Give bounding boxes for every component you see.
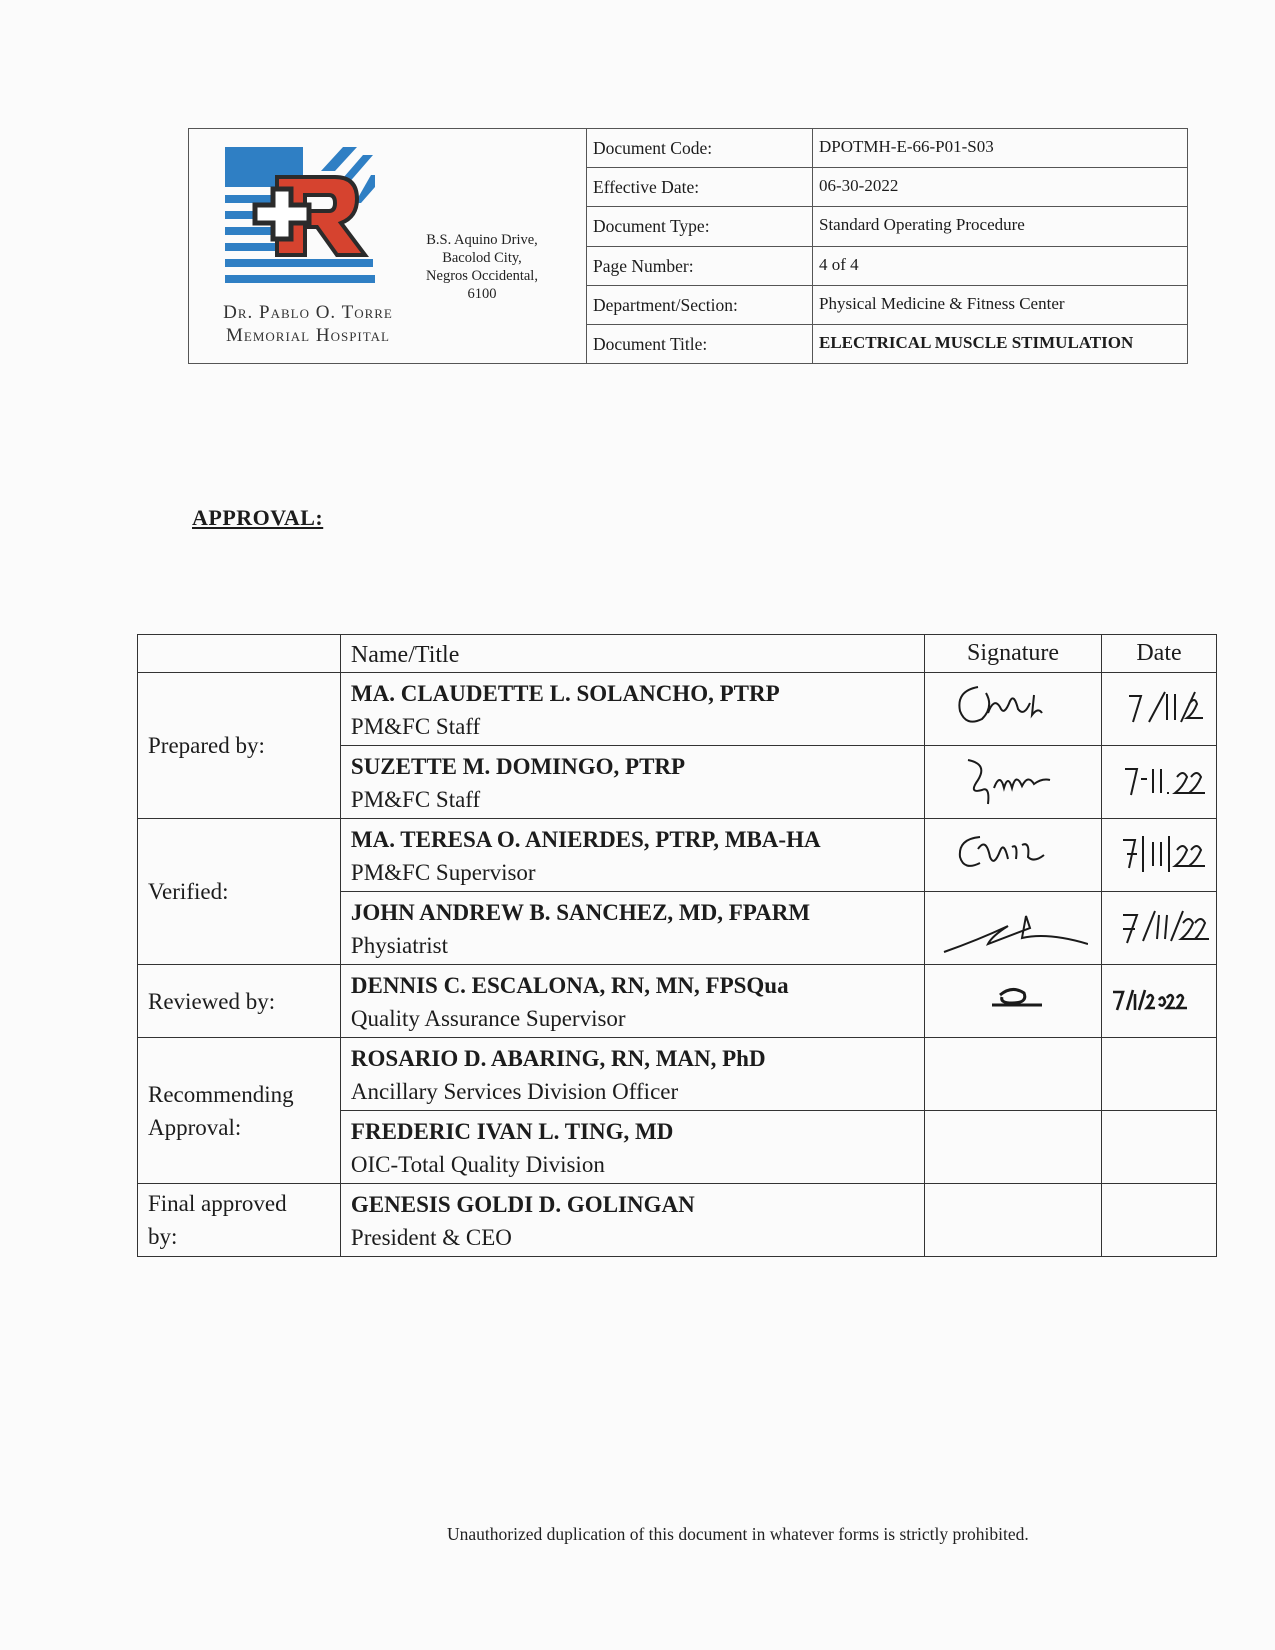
signatory xyxy=(340,673,924,746)
meta-value: Physical Medicine & Fitness Center xyxy=(819,293,1065,313)
date-cell xyxy=(1102,1184,1217,1257)
signatory-name: JOHN ANDREW B. SANCHEZ, MD, FPARM xyxy=(350,900,811,925)
hospital-name-line1: Dr. Pablo O. Torre xyxy=(223,302,393,323)
table-row xyxy=(138,1038,1217,1111)
role-recommending-approval xyxy=(138,1038,341,1184)
signature-cell xyxy=(925,746,1102,819)
address-line: 6100 xyxy=(467,286,497,302)
handwritten-date xyxy=(1109,682,1209,732)
meta-key: Effective Date: xyxy=(587,168,813,206)
approval-table xyxy=(137,634,1217,1257)
hospital-logo-icon xyxy=(225,147,375,295)
signatory xyxy=(340,1184,924,1257)
document-header xyxy=(188,128,1188,364)
meta-row-department xyxy=(587,286,1187,325)
meta-value: DPOTMH-E-66-P01-S03 xyxy=(819,137,994,156)
hospital-name xyxy=(203,301,413,347)
signature-cell xyxy=(925,1184,1102,1257)
role-line: Recommending xyxy=(148,1081,294,1107)
signature-cell xyxy=(925,819,1102,892)
role-line: Final approved xyxy=(148,1191,287,1216)
role-final-approved-by xyxy=(138,1184,341,1257)
handwritten-date xyxy=(1109,828,1209,878)
signatory-name: SUZETTE M. DOMINGO, PTRP xyxy=(350,754,686,779)
handwritten-signature xyxy=(938,896,1088,956)
role-line: Approval: xyxy=(148,1114,242,1140)
table-row xyxy=(138,819,1217,892)
handwritten-date xyxy=(1109,974,1209,1024)
signatory xyxy=(340,1111,924,1184)
meta-key: Page Number: xyxy=(587,247,813,285)
date-cell xyxy=(1102,673,1217,746)
table-row xyxy=(138,1184,1217,1257)
date-cell xyxy=(1102,892,1217,965)
signatory-title: Quality Assurance Supervisor xyxy=(350,1006,626,1031)
signatory-title: Ancillary Services Division Officer xyxy=(350,1079,679,1104)
meta-value: Standard Operating Procedure xyxy=(819,215,1025,235)
meta-row-effective-date xyxy=(587,168,1187,207)
signatory-name: MA. CLAUDETTE L. SOLANCHO, PTRP xyxy=(350,681,780,706)
signatory-name: DENNIS C. ESCALONA, RN, MN, FPSQua xyxy=(350,973,789,998)
date-cell xyxy=(1102,1111,1217,1184)
signatory xyxy=(340,965,924,1038)
handwritten-date xyxy=(1109,755,1209,805)
hospital-branding xyxy=(189,129,587,363)
handwritten-signature xyxy=(938,823,1088,883)
date-cell xyxy=(1102,819,1217,892)
date-cell xyxy=(1102,1038,1217,1111)
hospital-address xyxy=(417,231,547,303)
column-header-signature: Signature xyxy=(925,635,1102,673)
signatory-name: FREDERIC IVAN L. TING, MD xyxy=(350,1119,674,1144)
meta-row-code xyxy=(587,129,1187,168)
signatory xyxy=(340,892,924,965)
role-reviewed-by: Reviewed by: xyxy=(138,965,341,1038)
document-metadata xyxy=(587,129,1187,363)
meta-key: Document Title: xyxy=(587,325,813,363)
signatory-title: President & CEO xyxy=(350,1225,512,1250)
role-line: by: xyxy=(148,1224,178,1249)
signature-cell xyxy=(925,1111,1102,1184)
signatory xyxy=(340,1038,924,1111)
signature-cell xyxy=(925,892,1102,965)
signatory xyxy=(340,746,924,819)
address-line: Negros Occidental, xyxy=(426,268,538,284)
role-verified: Verified: xyxy=(138,819,341,965)
signature-cell xyxy=(925,673,1102,746)
meta-key: Department/Section: xyxy=(587,286,813,324)
meta-key: Document Type: xyxy=(587,207,813,245)
signatory-title: PM&FC Staff xyxy=(350,714,481,739)
signatory-name: MA. TERESA O. ANIERDES, PTRP, MBA-HA xyxy=(350,827,821,852)
meta-key: Document Code: xyxy=(587,129,813,167)
table-row xyxy=(138,673,1217,746)
meta-row-type xyxy=(587,207,1187,246)
signatory-name: GENESIS GOLDI D. GOLINGAN xyxy=(350,1192,695,1217)
meta-value: 06-30-2022 xyxy=(819,176,899,196)
address-line: Bacolod City, xyxy=(442,250,522,266)
header-blank-cell xyxy=(138,635,341,673)
date-cell xyxy=(1102,746,1217,819)
signatory xyxy=(340,819,924,892)
signature-cell xyxy=(925,965,1102,1038)
date-cell xyxy=(1102,965,1217,1038)
meta-value: ELECTRICAL MUSCLE STIMULATION xyxy=(819,332,1134,352)
signatory-title: OIC-Total Quality Division xyxy=(350,1152,605,1177)
column-header-name: Name/Title xyxy=(340,635,924,673)
footer-notice: Unauthorized duplication of this document in whatever forms is strictly prohibited. xyxy=(447,1524,1029,1544)
signatory-title: PM&FC Supervisor xyxy=(350,860,536,885)
signatory-title: Physiatrist xyxy=(350,933,449,958)
role-prepared-by: Prepared by: xyxy=(138,673,341,819)
signatory-name: ROSARIO D. ABARING, RN, MAN, PhD xyxy=(350,1046,766,1071)
meta-value: 4 of 4 xyxy=(819,254,859,274)
signatory-title: PM&FC Staff xyxy=(350,787,481,812)
address-line: B.S. Aquino Drive, xyxy=(426,232,538,248)
meta-row-page xyxy=(587,247,1187,286)
table-row xyxy=(138,965,1217,1038)
table-header-row xyxy=(138,635,1217,673)
column-header-date: Date xyxy=(1102,635,1217,673)
approval-heading: APPROVAL: xyxy=(192,505,324,530)
handwritten-signature xyxy=(938,677,1088,737)
hospital-name-line2: Memorial Hospital xyxy=(226,325,390,346)
signature-cell xyxy=(925,1038,1102,1111)
meta-row-title xyxy=(587,325,1187,363)
handwritten-signature xyxy=(938,969,1088,1029)
handwritten-signature xyxy=(938,750,1088,810)
handwritten-date xyxy=(1109,901,1209,951)
